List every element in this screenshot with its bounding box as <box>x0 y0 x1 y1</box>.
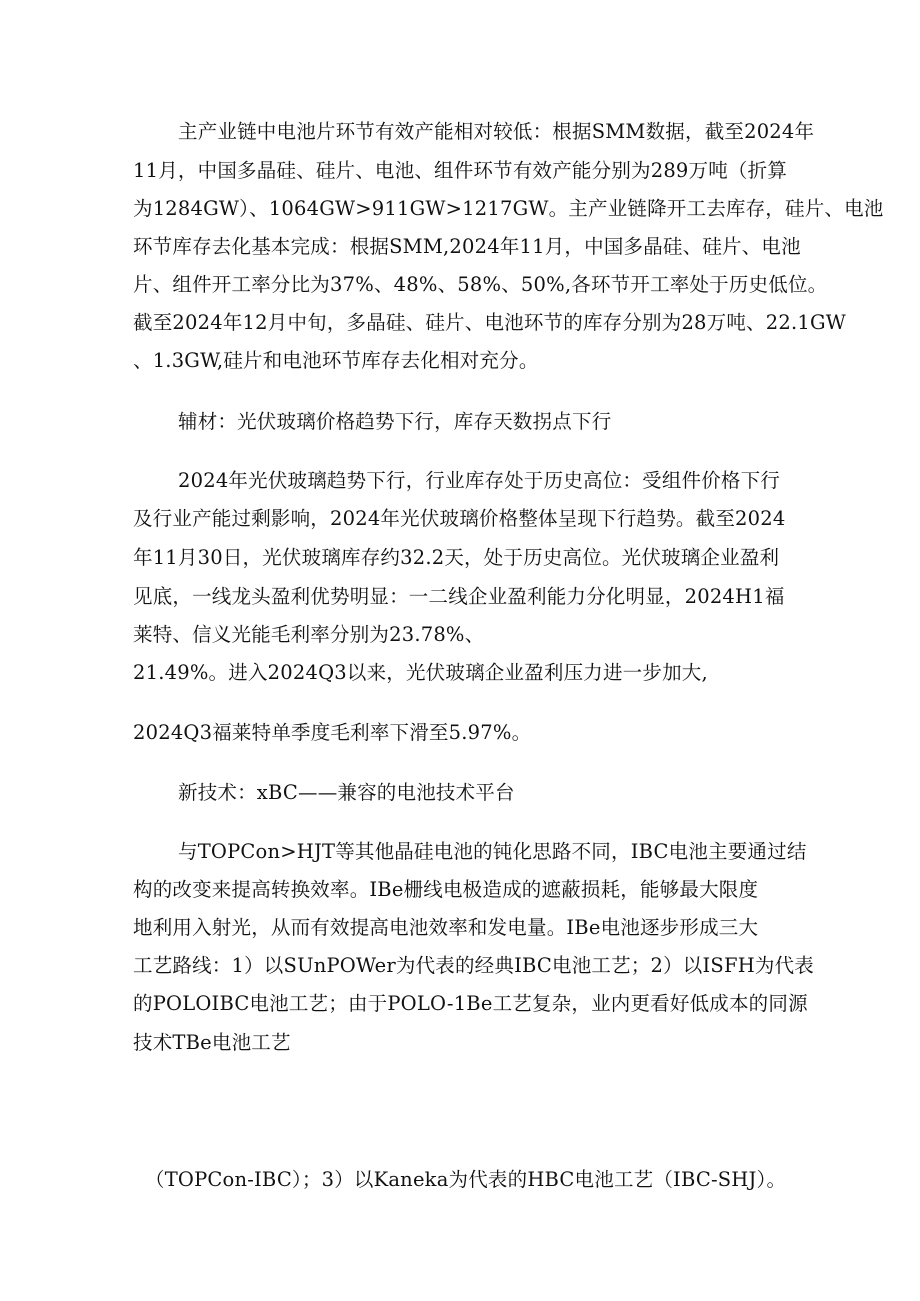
text-line: 莱特、信义光能毛利率分别为23.78%、 <box>133 623 485 646</box>
text-line: 地利用入射光，从而有效提高电池效率和发电量。IBe电池逐步形成三大 <box>133 916 759 939</box>
text-line: 构的改变来提高转换效率。IBe栅线电极造成的遮蔽损耗，能够最大限度 <box>133 878 759 901</box>
text-line: 、1.3GW,硅片和电池环节库存去化相对充分。 <box>133 349 539 372</box>
section-heading: 辅材：光伏玻璃价格趋势下行，库存天数拐点下行 <box>178 410 612 433</box>
text-line: 见底，一线龙头盈利优势明显：一二线企业盈利能力分化明显，2024H1福 <box>133 585 785 608</box>
text-line: 2024Q3福莱特单季度毛利率下滑至5.97%。 <box>133 721 532 744</box>
text-line: 2024年光伏玻璃趋势下行，行业库存处于历史高位：受组件价格下行 <box>178 469 781 492</box>
text-line: 截至2024年12月中旬，多晶硅、硅片、电池环节的库存分别为28万吨、22.1GW <box>133 311 846 334</box>
text-line: 及行业产能过剩影响，2024年光伏玻璃价格整体呈现下行趋势。截至2024 <box>133 507 786 530</box>
text-line: 为1284GW）、1064GW>911GW>1217GW。主产业链降开工去库存，硅片、电池 <box>133 197 884 220</box>
text-line: 技术TBe电池工艺 <box>133 1031 291 1054</box>
text-line: 片、组件开工率分比为37%、48%、58%、50%,各环节开工率处于历史低位。 <box>133 273 828 296</box>
text-line: 的POLOIBC电池工艺；由于POLO-1Be工艺复杂，业内更看好低成本的同源 <box>133 992 808 1015</box>
text-line: 环节库存去化基本完成：根据SMM,2024年11月，中国多晶硅、硅片、电池 <box>133 235 801 258</box>
text-line: 主产业链中电池片环节有效产能相对较低：根据SMM数据，截至2024年 <box>178 120 815 143</box>
text-line: 11月，中国多晶硅、硅片、电池、组件环节有效产能分别为289万吨（折算 <box>133 159 788 182</box>
text-line: 21.49%。进入2024Q3以来，光伏玻璃企业盈利压力进一步加大, <box>133 661 708 684</box>
section-heading: 新技术：xBC——兼容的电池技术平台 <box>178 781 515 804</box>
text-line: 与TOPCon>HJT等其他晶硅电池的钝化思路不同，IBC电池主要通过结 <box>178 840 807 863</box>
text-line: 工艺路线：1）以SUnPOWer为代表的经典IBC电池工艺；2）以ISFH为代表 <box>133 954 814 977</box>
text-line: 年11月30日，光伏玻璃库存约32.2天，处于历史高位。光伏玻璃企业盈利 <box>133 546 780 569</box>
text-line: （TOPCon-IBC）；3）以Kaneka为代表的HBC电池工艺（IBC-SHJ）。 <box>145 1168 787 1191</box>
